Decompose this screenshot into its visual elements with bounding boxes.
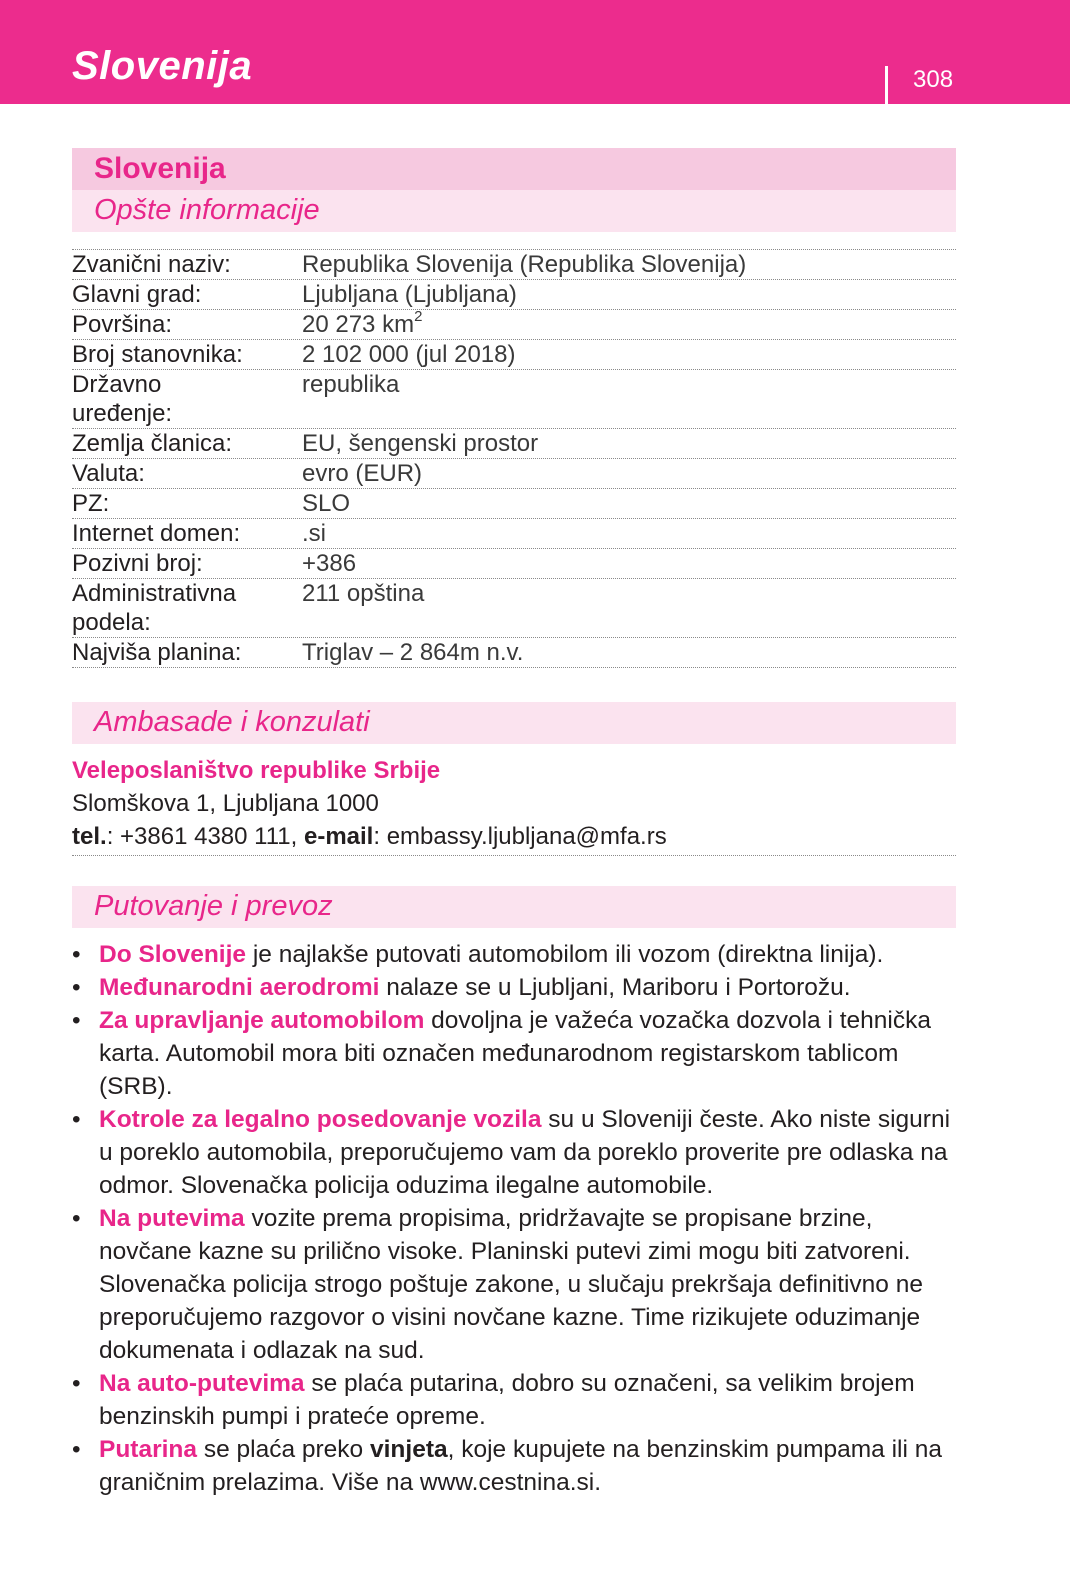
item-text: je najlakše putovati automobilom ili vozom (direktna linija). <box>246 941 884 968</box>
embassy-contact <box>72 820 956 856</box>
info-label: Internet domen: <box>72 520 241 547</box>
info-value: Republika Slovenija (Republika Slovenija) <box>302 251 747 278</box>
info-label: Pozivni broj: <box>72 550 203 577</box>
info-row <box>72 280 956 310</box>
bullet-icon: • <box>72 1370 81 1397</box>
info-label: Administrativna podela: <box>72 580 237 636</box>
item-text: se plaća preko <box>197 1436 370 1463</box>
item-text: vozite prema propisima, pridržavajte se propisane brzine, novčane kazne su prilično visoke. Planinski putevi zimi mogu biti zatvoreni. Slovenačka policija strogo poštuje zakone, u slučaju prekršaja definitivno ne preporučujemo razgovor o visini novčane kazne. Time rizikujete oduzimanje dokumenata i odlazak na sud. <box>99 1205 923 1364</box>
info-value: 211 opština <box>302 580 425 607</box>
bullet-icon: • <box>72 1436 81 1463</box>
bullet-icon: • <box>72 974 81 1001</box>
info-value <box>302 310 422 339</box>
embassy-block <box>72 754 956 856</box>
info-value: evro (EUR) <box>302 460 423 487</box>
item-text: nalaze se u Ljubljani, Mariboru i Portorožu. <box>379 974 851 1001</box>
info-row <box>72 459 956 489</box>
list-item <box>72 971 962 1004</box>
area-unit-sup: 2 <box>414 308 423 325</box>
bullet-icon: • <box>72 1106 81 1133</box>
section-general <box>72 190 956 232</box>
area-value: 20 273 km <box>302 311 415 338</box>
info-row <box>72 249 956 280</box>
info-table <box>72 249 956 668</box>
section-embassies-title: Ambasade i konzulati <box>94 706 370 738</box>
info-row <box>72 579 956 638</box>
info-value: SLO <box>302 490 351 517</box>
info-label: Površina: <box>72 311 173 338</box>
item-text: su u Sloveniji česte. Ako niste sigurni u poreklo automobila, preporučujemo vam da poreklo proverite pre odlaska na odmor. Slovenačka policija oduzima ilegalne automobile. <box>99 1106 951 1199</box>
tel-value: : +3861 4380 111, <box>106 823 304 850</box>
info-label: Državno uređenje: <box>72 371 173 427</box>
section-general-title: Opšte informacije <box>94 194 320 226</box>
info-row <box>72 638 956 668</box>
bullet-icon: • <box>72 1205 81 1232</box>
info-label: Glavni grad: <box>72 281 202 308</box>
section-travel-title: Putovanje i prevoz <box>94 890 333 922</box>
info-label: Broj stanovnika: <box>72 341 243 368</box>
header-divider <box>885 66 888 104</box>
info-value: .si <box>302 520 326 547</box>
info-row <box>72 340 956 370</box>
country-heading <box>72 148 956 190</box>
bullet-icon: • <box>72 1007 81 1034</box>
info-value: 2 102 000 (jul 2018) <box>302 341 516 368</box>
item-bold: vinjeta <box>370 1436 448 1463</box>
travel-list <box>72 938 962 1499</box>
list-item <box>72 1103 962 1202</box>
email-value: : embassy.ljubljana@mfa.rs <box>373 823 667 850</box>
item-text-2: , koje kupujete na benzinskim pumpama ili na graničnim prelazima. Više na www.cestnina.si. <box>99 1436 942 1496</box>
info-row <box>72 549 956 579</box>
info-label: Zemlja članica: <box>72 430 233 457</box>
page-number: 308 <box>913 66 954 93</box>
section-travel <box>72 886 956 928</box>
info-row <box>72 519 956 549</box>
list-item <box>72 1367 962 1433</box>
info-value: Ljubljana (Ljubljana) <box>302 281 517 308</box>
list-item <box>72 938 962 971</box>
header-bar <box>0 0 1070 104</box>
embassy-address: Slomškova 1, Ljubljana 1000 <box>72 790 379 817</box>
info-value: +386 <box>302 550 357 577</box>
item-highlight: Za upravljanje automobilom <box>99 1007 425 1034</box>
item-highlight: Kotrole za legalno posedovanje vozila <box>99 1106 542 1133</box>
item-highlight: Na putevima <box>99 1205 245 1232</box>
info-row <box>72 310 956 340</box>
list-item <box>72 1433 962 1499</box>
country-title: Slovenija <box>94 152 226 185</box>
item-highlight: Do Slovenije <box>99 941 247 968</box>
info-value: Triglav – 2 864m n.v. <box>302 639 524 666</box>
list-item <box>72 1202 962 1367</box>
bullet-icon: • <box>72 941 81 968</box>
info-label: Zvanični naziv: <box>72 251 231 278</box>
info-label: Valuta: <box>72 460 145 487</box>
info-value: EU, šengenski prostor <box>302 430 539 457</box>
item-highlight: Putarina <box>99 1436 198 1463</box>
info-label: Najviša planina: <box>72 639 242 666</box>
section-embassies <box>72 702 956 744</box>
item-highlight: Na auto-putevima <box>99 1370 305 1397</box>
info-label: PZ: <box>72 490 110 517</box>
embassy-name: Veleposlaništvo republike Srbije <box>72 757 441 784</box>
item-text: dovoljna je važeća vozačka dozvola i tehnička karta. Automobil mora biti označen međunarodnom registarskom tablicom (SRB). <box>99 1007 931 1100</box>
header-title: Slovenija <box>72 44 253 88</box>
info-row <box>72 489 956 519</box>
email-label: e-mail <box>303 823 374 850</box>
item-text: se plaća putarina, dobro su označeni, sa velikim brojem benzinskih pumpi i prateće opreme. <box>99 1370 915 1430</box>
tel-label: tel. <box>72 823 107 850</box>
info-row <box>72 429 956 459</box>
info-value: republika <box>302 371 400 398</box>
info-row <box>72 370 956 429</box>
list-item <box>72 1004 962 1103</box>
item-highlight: Međunarodni aerodromi <box>99 974 380 1001</box>
